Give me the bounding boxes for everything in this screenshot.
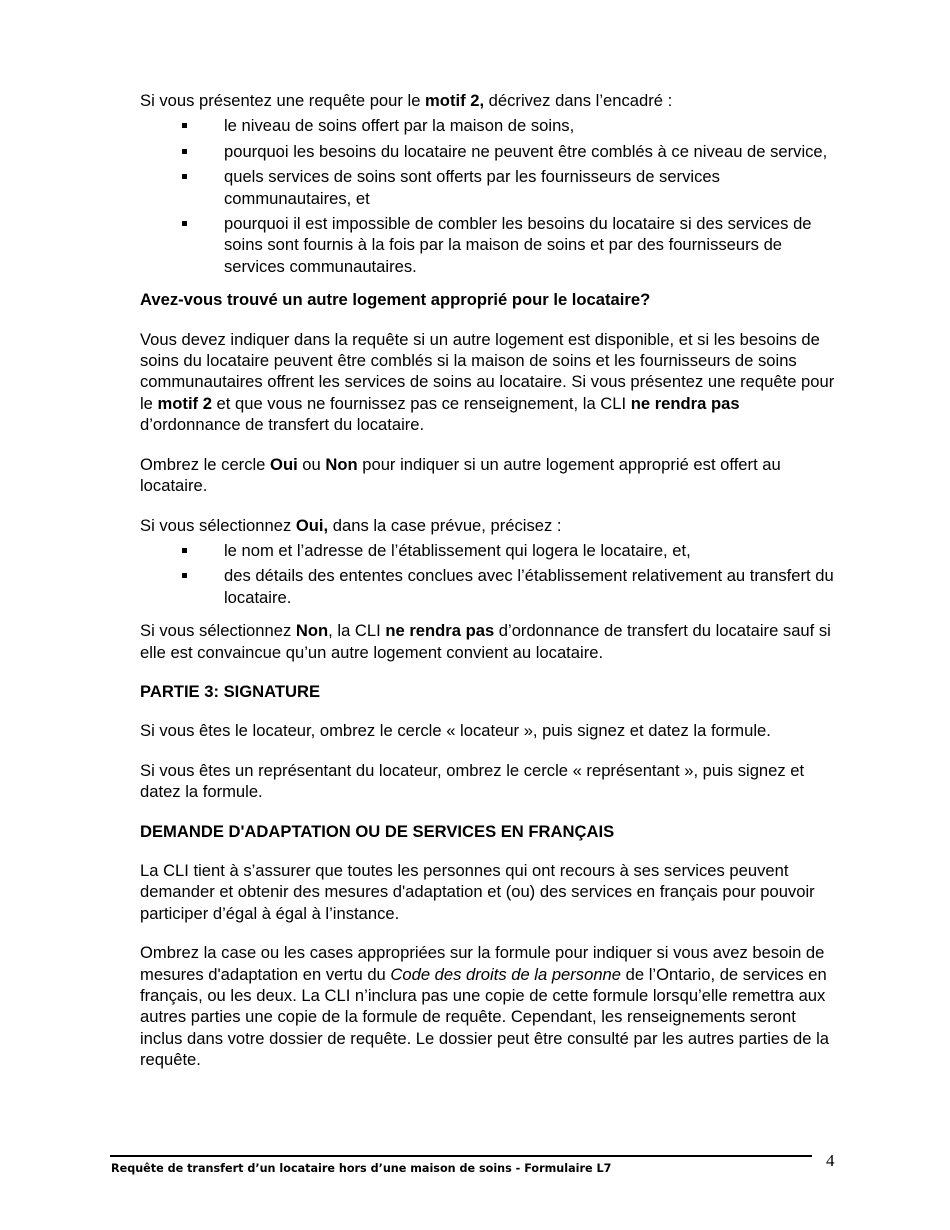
document-body: [140, 90, 840, 1071]
paragraph-oui-non: Ombrez le cercle Oui ou Non pour indiquer si un autre logement approprié est offert au locataire.: [140, 454, 781, 496]
page-number: 4: [826, 1151, 835, 1170]
bullet-list-oui: [140, 540, 840, 608]
paragraph-representant: Si vous êtes un représentant du locateur, ombrez le cercle « représentant », puis signez et datez la formule.: [140, 760, 805, 802]
bullet-icon: [182, 123, 187, 128]
bullet-icon: [182, 149, 187, 154]
bullet-icon: [182, 548, 187, 553]
footer-title: Requête de transfert d’un locataire hors d’une maison de soins - Formulaire L7: [111, 1162, 612, 1175]
list-item: des détails des ententes conclues avec l’établissement relativement au transfert du locataire.: [140, 565, 840, 608]
paragraph-locateur: Si vous êtes le locateur, ombrez le cercle « locateur », puis signez et datez la formule.: [140, 721, 771, 741]
list-item: le niveau de soins offert par la maison de soins,: [140, 115, 840, 136]
bullet-icon: [182, 221, 187, 226]
section-heading-autre-logement: Avez-vous trouvé un autre logement approprié pour le locataire?: [140, 290, 651, 310]
list-item: quels services de soins sont offerts par les fournisseurs de services communautaires, et: [140, 166, 840, 209]
paragraph-autre-logement: Vous devez indiquer dans la requête si un autre logement est disponible, et si les besoins de soins du locataire peuvent être comblés si la maison de soins et les fournisseurs de soins communautaires offrent les services de soins au locataire. Si vous présentez une requête pour le motif 2 et que vous ne fournissez pas ce renseignement, la CLI ne rendra pas d’ordonnance de transfert du locataire.: [140, 329, 835, 435]
bullet-icon: [182, 573, 187, 578]
paragraph-oui: Si vous sélectionnez Oui, dans la case prévue, précisez :: [140, 515, 562, 535]
section-heading-signature: PARTIE 3: SIGNATURE: [140, 681, 321, 701]
bullet-icon: [182, 174, 187, 179]
bullet-list-motif-2: [140, 115, 840, 277]
footer-divider: [110, 1155, 812, 1157]
paragraph-ombrez-case: Ombrez la case ou les cases appropriées sur la formule pour indiquer si vous avez besoin de mesures d'adaptation en vertu du Code des droits de la personne de l’Ontario, de services en français, ou les deux. La CLI n’inclura pas une copie de cette formule lorsqu’elle remettra aux autres parties une copie de la formule de requête. Cependant, les renseignements seront inclus dans votre dossier de requête. Le dossier peut être consulté par les autres parties de la requête.: [140, 943, 830, 1070]
section-heading-adaptation: DEMANDE D'ADAPTATION OU DE SERVICES EN FRANÇAIS: [140, 821, 615, 841]
paragraph-motif-2: Si vous présentez une requête pour le motif 2, décrivez dans l’encadré :: [140, 91, 673, 110]
paragraph-cli-adaptation: La CLI tient à s’assurer que toutes les personnes qui ont recours à ses services peuvent demander et obtenir des mesures d'adaptation et (ou) des services en français pour pouvoir participer d’égal à égal à l’instance.: [140, 860, 815, 923]
list-item: pourquoi les besoins du locataire ne peuvent être comblés à ce niveau de service,: [140, 141, 840, 162]
paragraph-non: Si vous sélectionnez Non, la CLI ne rendra pas d’ordonnance de transfert du locataire sauf si elle est convaincue qu’un autre logement convient au locataire.: [140, 621, 831, 662]
list-item: pourquoi il est impossible de combler les besoins du locataire si des services de soins sont fournis à la fois par la maison de soins et par des fournisseurs de services communautaires.: [140, 213, 840, 277]
list-item: le nom et l’adresse de l’établissement qui logera le locataire, et,: [140, 540, 840, 561]
